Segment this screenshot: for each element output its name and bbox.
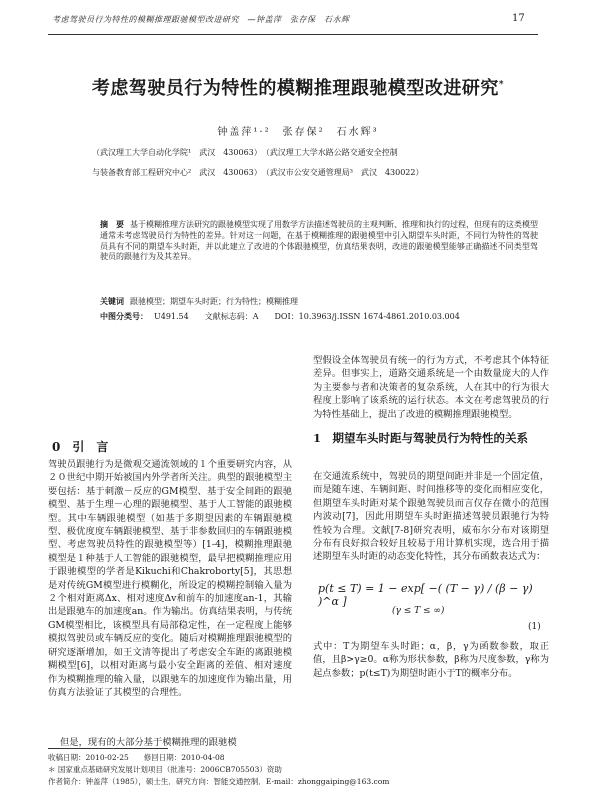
page-number: 17 (512, 13, 525, 24)
footnote-rule (48, 748, 168, 749)
classification-text: U491.54 文献标志码：A DOI：10.3963/j.ISSN 1674-4861.2010.03.004 (154, 312, 460, 321)
right-column-intro: 型假设全体驾驶员有统一的行为方式，不考虑其个体特征差异。但事实上，道路交通系统是一个由数量庞大的人作为主要参与者和决策者的复杂系统，人在其中的行为很大程度上影响了该系统的运行状态。本文在考虑驾驶员的行为特性基础上，提出了改进的模糊推理跟驰模型。 (313, 355, 549, 420)
title-text: 考虑驾驶员行为特性的模糊推理跟驰模型改进研究 (91, 78, 499, 99)
footnote-received: 收稿日期：2010-02-25 修回日期：2010-04-08 (48, 753, 225, 762)
title-footnote-mark: * (498, 80, 505, 90)
equation-1-number: (1) (528, 622, 541, 632)
abstract-text: 基于模糊推理方法研究的跟驰模型实现了用数学方法描述驾驶员的主观判断、推理和执行的过程，但现有的这类模型通常未考虑驾驶员行为特性的差异。针对这一问题，在基于模糊推理的跟驰模型中引入期望车头时距，不同行为特性的驾驶员具有不同的期望车头时距，并以此建立了改进的个体跟驰模型，仿真结果表明，改进的跟驰模型能够正确描述不同类型驾驶员的跟驰行为及其差异。 (100, 220, 538, 262)
right-column-body: 在交通流系统中，驾驶员的期望间距并非是一个固定值，而是随车速、车辆间距、时间推移等的变化而相应变化，但期望车头时距对某个跟驰驾驶员而言仅存在微小的范围内波动[7]，因此用期望车头时距描述驾驶员跟驰行为特性较为合理。文献[7-8]研究表明，威布尔分布对该期望分布有良好拟合较好且较易于用计算机实现，选合用于描述期望车头时距的动态变化特性，其分布函数表达式为： (313, 471, 549, 563)
header-rule (48, 34, 538, 35)
left-column-body: 驾驶员跟驰行为是微观交通流领域的１个重要研究内容，从２０世纪中期开始被国内外学者所关注。典型的跟驰模型主要包括：基于刺激－反应的GM模型、基于安全间距的跟驰模型、基于生理－心理的跟驰模型、基于人工智能的跟驰模型。其中车辆跟驰模型（如基于多期望因素的车辆跟驰模型、极优度度车辆跟驰模型、基于非参数回归的车辆跟驰模型、考虑驾驶员特性的跟驰模型等）[1-4]，模糊推理跟驰模型是１种基于人工智能的跟驰模型，最早把模糊推理应用于跟驰模型的学者是Kikuchi和Chakroborty[5]，其思想是对传统GM模型进行模糊化，所设定的模糊控制输入量为２个相对距离Δx、相对速度Δv和前车的加速度an-1，其输出是跟驰车的加速度an。作为输出。仿真结果表明，与传统GM模型相比，该模型具有局部稳定性，在一定程度上能够模拟驾驶员或车辆反应的变化。随后对模糊推理跟驰模型的研究逐渐增加，如王文清等提出了考虑安全车距的离跟驰模糊模型[6]，以相对距离与最小安全距离的差值、相对速度作为模糊推理的输入量，以跟驰车的加速度作为输出量，用仿真方法验证了其模型的合理性。 (48, 459, 292, 698)
equation-1: p(t ≤ T) = 1 − exp[ −( (T − γ) / (β − γ) )^α ] (318, 582, 533, 608)
footnote-author-bio: 作者简介：钟盖萍（1985），硕士生．研究方向：智能交通控制．E-mail：zhonggaiping@163.com (48, 777, 390, 786)
left-column-tail: 但是，现有的大部分基于模糊推理的跟驰模 (60, 737, 237, 748)
section-1-heading: 1 期望车头时距与驾驶员行为特性的关系 (313, 431, 528, 445)
classification (100, 311, 538, 322)
paper-title (48, 74, 548, 100)
authors: 钟盖萍¹·² 张存保² 石水辉³ (217, 127, 379, 138)
right-column-after-equation: 式中：T为期望车头时距；α，β，γ为函数参数，取正值，且β>γ≥0。α称为形状参数，β称为尺度参数，γ称为起点参数；p(t≤T)为期望时距小于T的概率分布。 (313, 641, 549, 679)
keywords-label: 关键词 (100, 296, 124, 306)
abstract (100, 219, 538, 263)
keywords (100, 296, 538, 307)
running-header: 考虑驾驶员行为特性的模糊推理跟驰模型改进研究 —钟盖萍 张存保 石水辉 (52, 15, 350, 24)
classification-label: 中图分类号： (100, 311, 148, 321)
section-0-heading: 0 引 言 (52, 440, 109, 454)
equation-1-condition: (γ ≤ T ≤ ∞) (392, 606, 445, 616)
affiliation-line-1: （武汉理工大学自动化学院¹ 武汉 430063） （武汉理工大学水路公路交通安全控制 (92, 148, 398, 157)
keywords-text: 跟驰模型；期望车头时距；行为特性；模糊推理 (130, 297, 298, 306)
footnote-funding: ＊ 国家重点基础研究发展计划项目（批准号：2006CB705503）资助 (48, 765, 282, 774)
affiliation-line-2: 与装备教育部工程研究中心² 武汉 430063） （武汉市公安交通管理局³ 武汉 430022） (92, 168, 424, 177)
abstract-label: 摘 要 (100, 219, 124, 229)
